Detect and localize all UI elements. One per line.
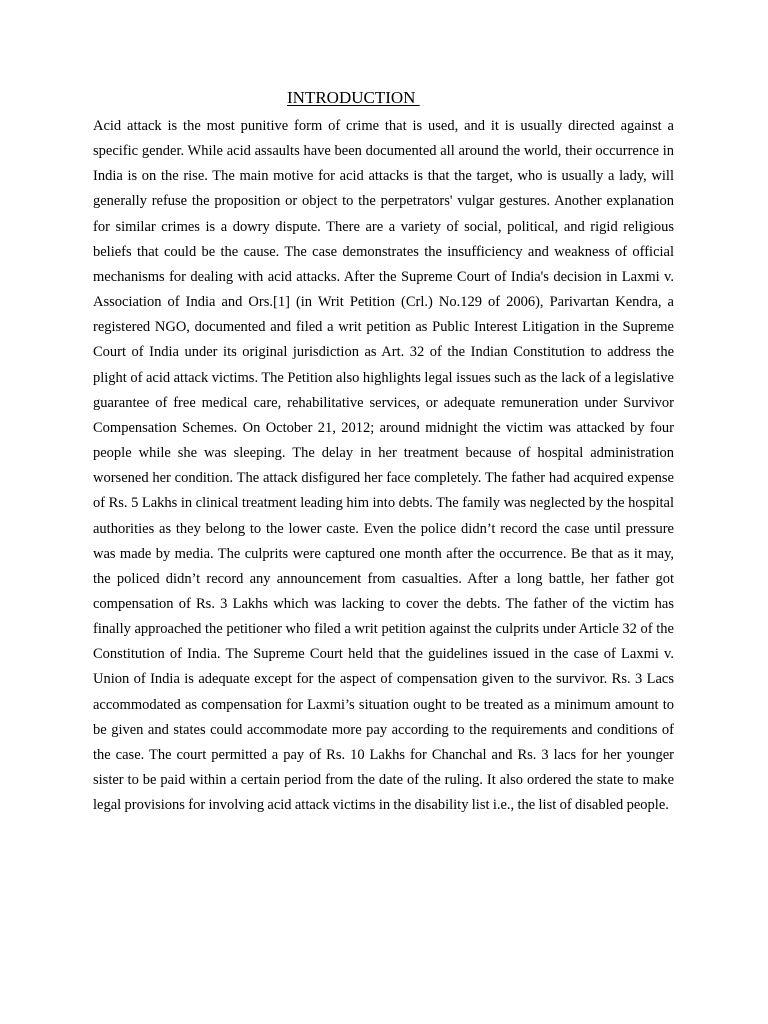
introduction-paragraph: Acid attack is the most punitive form of crime that is used, and it is usually directed against a specific gender. While acid assaults have been documented all around the world, their occurrence in India is on the rise. The main motive for acid attacks is that the target, who is usually a lady, will generally refuse the proposition or object to the perpetrators' vulgar gestures. Another explanation for similar crimes is a dowry dispute. There are a variety of social, political, and rigid religious beliefs that could be the cause. The case demonstrates the insufficiency and weakness of official mechanisms for dealing with acid attacks. After the Supreme Court of India's decision in Laxmi v. Association of India and Ors.[1] (in Writ Petition (Crl.) No.129 of 2006), Parivartan Kendra, a registered NGO, documented and filed a writ petition as Public Interest Litigation in the Supreme Court of India under its original jurisdiction as Art. 32 of the Indian Constitution to address the plight of acid attack victims. The Petition also highlights legal issues such as the lack of a legislative guarantee of free medical care, rehabilitative services, or adequate remuneration under Survivor Compensation Schemes. On October 21, 2012; around midnight the victim was attacked by four people while she was sleeping. The delay in her treatment because of hospital administration worsened her condition. The attack disfigured her face completely. The father had acquired expense of Rs. 5 Lakhs in clinical treatment leading him into debts. The family was neglected by the hospital authorities as they belong to the lower caste. Even the police didn’t record the case until pressure was made by media. The culprits were captured one month after the occurrence. Be that as it may, the policed didn’t record any announcement from casualties. After a long battle, her father got compensation of Rs. 3 Lakhs which was lacking to cover the debts. The father of the victim has finally approached the petitioner who filed a writ petition against the culprits under Article 32 of the Constitution of India. The Supreme Court held that the guidelines issued in the case of Laxmi v. Union of India is adequate except for the aspect of compensation given to the survivor. Rs. 3 Lacs accommodated as compensation for Laxmi’s situation ought to be treated as a minimum amount to be given and states could accommodate more pay according to the requirements and conditions of the case. The court permitted a pay of Rs. 10 Lakhs for Chanchal and Rs. 3 lacs for her younger sister to be paid within a certain period from the date of the ruling. It also ordered the state to make legal provisions for involving acid attack victims in the disability list i.e., the list of disabled people. (93, 118, 674, 814)
page-title: INTRODUCTION (287, 88, 420, 107)
